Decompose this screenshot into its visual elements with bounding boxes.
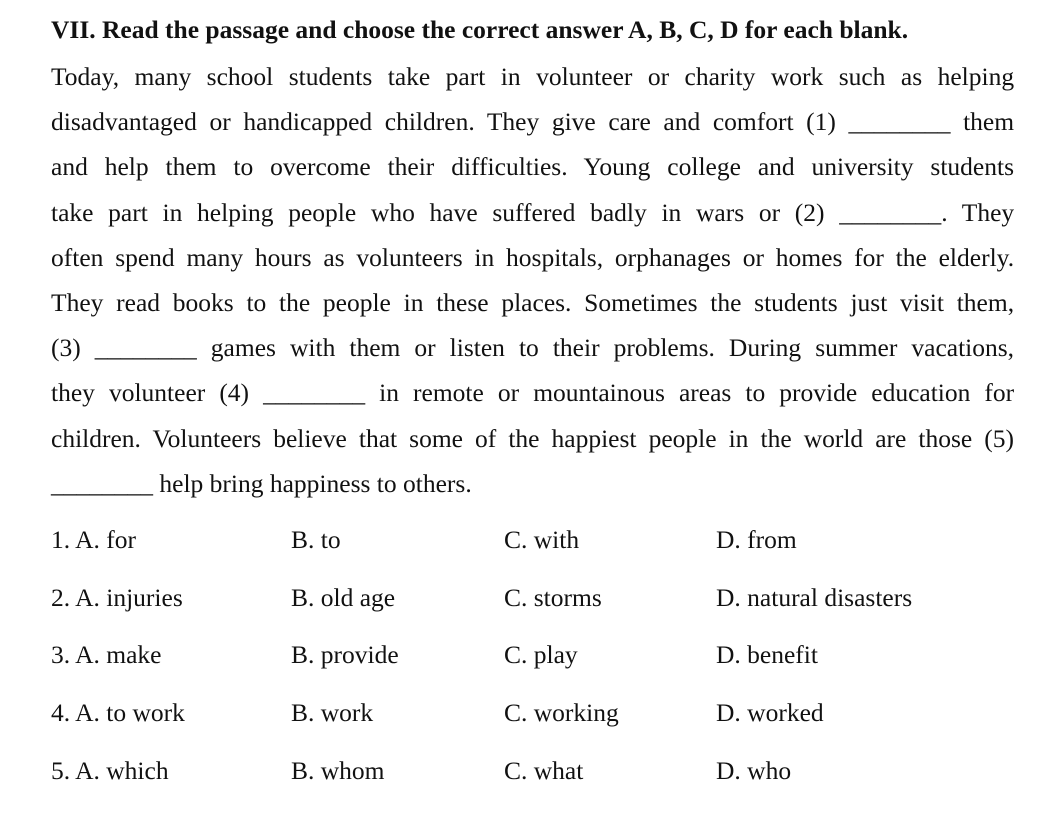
passage-word: badly [590, 197, 647, 227]
option-d: D. from [716, 524, 797, 554]
passage-word: suffered [492, 197, 576, 227]
passage-word: (2) [794, 197, 825, 227]
passage-word: take [51, 197, 94, 227]
passage-word: people [322, 287, 391, 317]
passage-word: take [387, 62, 431, 91]
passage-word: or [414, 333, 436, 363]
option-d: D. natural disasters [716, 582, 913, 612]
passage-word: part [445, 62, 486, 91]
passage-word: happiest [551, 423, 637, 453]
passage-word: They [51, 287, 104, 317]
passage-word: (3) [51, 333, 81, 363]
passage-word: world [803, 423, 864, 453]
passage-line [51, 416, 1014, 461]
passage-word: as [900, 62, 923, 91]
passage-word: people [288, 197, 357, 227]
passage-word: comfort [712, 107, 794, 137]
passage-word: many [134, 62, 192, 91]
passage-word: the [895, 242, 927, 272]
question-row-5 [51, 756, 1014, 814]
answer-options [51, 525, 1014, 814]
question-row-2 [51, 583, 1014, 641]
passage-word: students [288, 62, 373, 91]
passage-word: to [246, 287, 267, 317]
passage-word: just [850, 287, 888, 317]
passage-word: ________ [94, 333, 197, 363]
passage-word: difficulties. [451, 152, 568, 182]
passage-word: or [758, 197, 781, 227]
passage-word: the [760, 423, 792, 453]
passage-word: children. [51, 423, 141, 453]
passage-word: school [206, 62, 274, 91]
passage-word: who [370, 197, 415, 227]
passage-word: handicapped [243, 107, 373, 137]
passage-word: and [663, 107, 701, 137]
option-b: B. to [291, 524, 341, 554]
passage-word: with [289, 333, 336, 363]
exercise-page [51, 10, 1014, 814]
passage-word: spend [115, 242, 175, 272]
reading-passage [51, 54, 1014, 506]
passage-line [51, 280, 1014, 325]
passage-word: ________. [839, 197, 948, 227]
option-b: B. old age [291, 582, 396, 612]
passage-word: help [104, 152, 149, 182]
passage-word: to [745, 378, 766, 408]
passage-word: read [116, 287, 161, 317]
passage-word: that [358, 423, 398, 453]
passage-word: volunteer [536, 62, 633, 91]
option-b: B. work [291, 698, 374, 728]
question-row-3 [51, 640, 1014, 698]
passage-line [51, 54, 1014, 99]
passage-word: often [51, 242, 104, 272]
passage-word: or [742, 242, 765, 272]
passage-word: are [875, 423, 907, 453]
passage-word: overcome [270, 152, 371, 182]
passage-word: disadvantaged [51, 107, 197, 137]
passage-word: homes [775, 242, 843, 272]
passage-word: of [475, 423, 497, 453]
passage-word: for [854, 242, 884, 272]
passage-word: problems. [613, 333, 715, 363]
passage-word: Today, [51, 62, 120, 91]
passage-line [51, 370, 1014, 415]
passage-word: vacations, [911, 333, 1015, 363]
passage-word: part [108, 197, 148, 227]
passage-word: in [728, 423, 749, 453]
exercise-heading: VII. Read the passage and choose the correct answer A, B, C, D for each blank. [51, 15, 909, 44]
option-c: C. what [504, 756, 584, 786]
passage-word: hospitals, [506, 242, 604, 272]
passage-word: college [667, 152, 741, 182]
option-c: C. working [504, 698, 619, 728]
option-d: D. benefit [716, 640, 818, 670]
passage-word: students [754, 287, 838, 317]
passage-word: or [497, 378, 520, 408]
passage-word: provide [779, 378, 858, 408]
passage-word: ________ [263, 378, 366, 408]
passage-word: as [323, 242, 345, 272]
passage-word: Volunteers [152, 423, 262, 453]
passage-word: the [279, 287, 311, 317]
passage-line-text: ________ help bring happiness to others. [51, 468, 472, 498]
passage-word: They [486, 107, 540, 137]
passage-word: games [210, 333, 276, 363]
option-a: 4. A. to work [51, 698, 185, 728]
option-d: D. worked [716, 698, 824, 728]
passage-line [51, 461, 1014, 506]
passage-word: areas [678, 378, 732, 408]
option-b: B. provide [291, 640, 399, 670]
passage-word: wars [695, 197, 745, 227]
passage-word: such [838, 62, 886, 91]
passage-word: Sometimes [584, 287, 698, 317]
passage-line [51, 190, 1014, 235]
passage-word: the [508, 423, 540, 453]
passage-word: to [233, 152, 254, 182]
passage-word: to [518, 333, 539, 363]
passage-word: many [186, 242, 244, 272]
passage-word: care [608, 107, 651, 137]
passage-word: remote [413, 378, 484, 408]
passage-word: they [51, 378, 95, 408]
question-row-1 [51, 525, 1014, 583]
passage-word: charity [684, 62, 756, 91]
passage-word: them [963, 107, 1015, 137]
passage-word: listen [449, 333, 505, 363]
passage-word: and [757, 152, 795, 182]
passage-word: volunteer [108, 378, 206, 408]
passage-word: in [403, 287, 424, 317]
passage-word: children. [384, 107, 475, 137]
passage-word: ________ [848, 107, 951, 137]
passage-word: in [379, 378, 399, 408]
passage-word: elderly. [938, 242, 1015, 272]
passage-word: hours [254, 242, 312, 272]
passage-word: the [710, 287, 742, 317]
passage-word: or [647, 62, 670, 91]
passage-word: work [770, 62, 824, 91]
option-c: C. play [504, 640, 578, 670]
passage-word: helping [937, 62, 1015, 91]
passage-line [51, 235, 1014, 280]
passage-word: and [51, 152, 88, 182]
passage-word: helping [197, 197, 274, 227]
passage-word: summer [815, 333, 898, 363]
passage-word: them [349, 333, 401, 363]
passage-word: those [918, 423, 973, 453]
passage-word: people [648, 423, 717, 453]
passage-word: orphanages [614, 242, 731, 272]
option-c: C. storms [504, 582, 602, 612]
passage-word: them [165, 152, 217, 182]
passage-word: these [436, 287, 489, 317]
passage-word: their [552, 333, 600, 363]
passage-word: places. [501, 287, 572, 317]
option-a: 1. A. for [51, 524, 136, 554]
passage-word: (5) [984, 423, 1015, 453]
passage-word: books [172, 287, 234, 317]
passage-word: They [961, 197, 1015, 227]
passage-word: believe [273, 423, 347, 453]
option-a: 5. A. which [51, 756, 169, 786]
passage-word: (1) [806, 107, 836, 137]
option-a: 2. A. injuries [51, 582, 183, 612]
option-c: C. with [504, 524, 580, 554]
question-row-4 [51, 698, 1014, 756]
passage-word: have [429, 197, 478, 227]
passage-line [51, 99, 1014, 144]
passage-word: for [984, 378, 1015, 408]
passage-word: give [551, 107, 596, 137]
passage-word: mountainous [533, 378, 665, 408]
passage-word: During [728, 333, 802, 363]
passage-word: them, [956, 287, 1015, 317]
passage-word: some [409, 423, 463, 453]
passage-word: volunteers [356, 242, 463, 272]
passage-word: in [162, 197, 183, 227]
passage-line [51, 325, 1014, 370]
passage-word: in [661, 197, 682, 227]
option-d: D. who [716, 756, 792, 786]
passage-word: or [209, 107, 231, 137]
passage-word: students [930, 152, 1015, 182]
passage-word: visit [900, 287, 944, 317]
passage-word: education [871, 378, 971, 408]
passage-word: in [474, 242, 495, 272]
passage-line [51, 144, 1014, 189]
passage-word: Young [583, 152, 651, 182]
option-b: B. whom [291, 756, 385, 786]
option-a: 3. A. make [51, 640, 162, 670]
passage-word: (4) [219, 378, 250, 408]
passage-word: university [811, 152, 914, 182]
passage-word: their [387, 152, 435, 182]
passage-word: in [500, 62, 521, 91]
